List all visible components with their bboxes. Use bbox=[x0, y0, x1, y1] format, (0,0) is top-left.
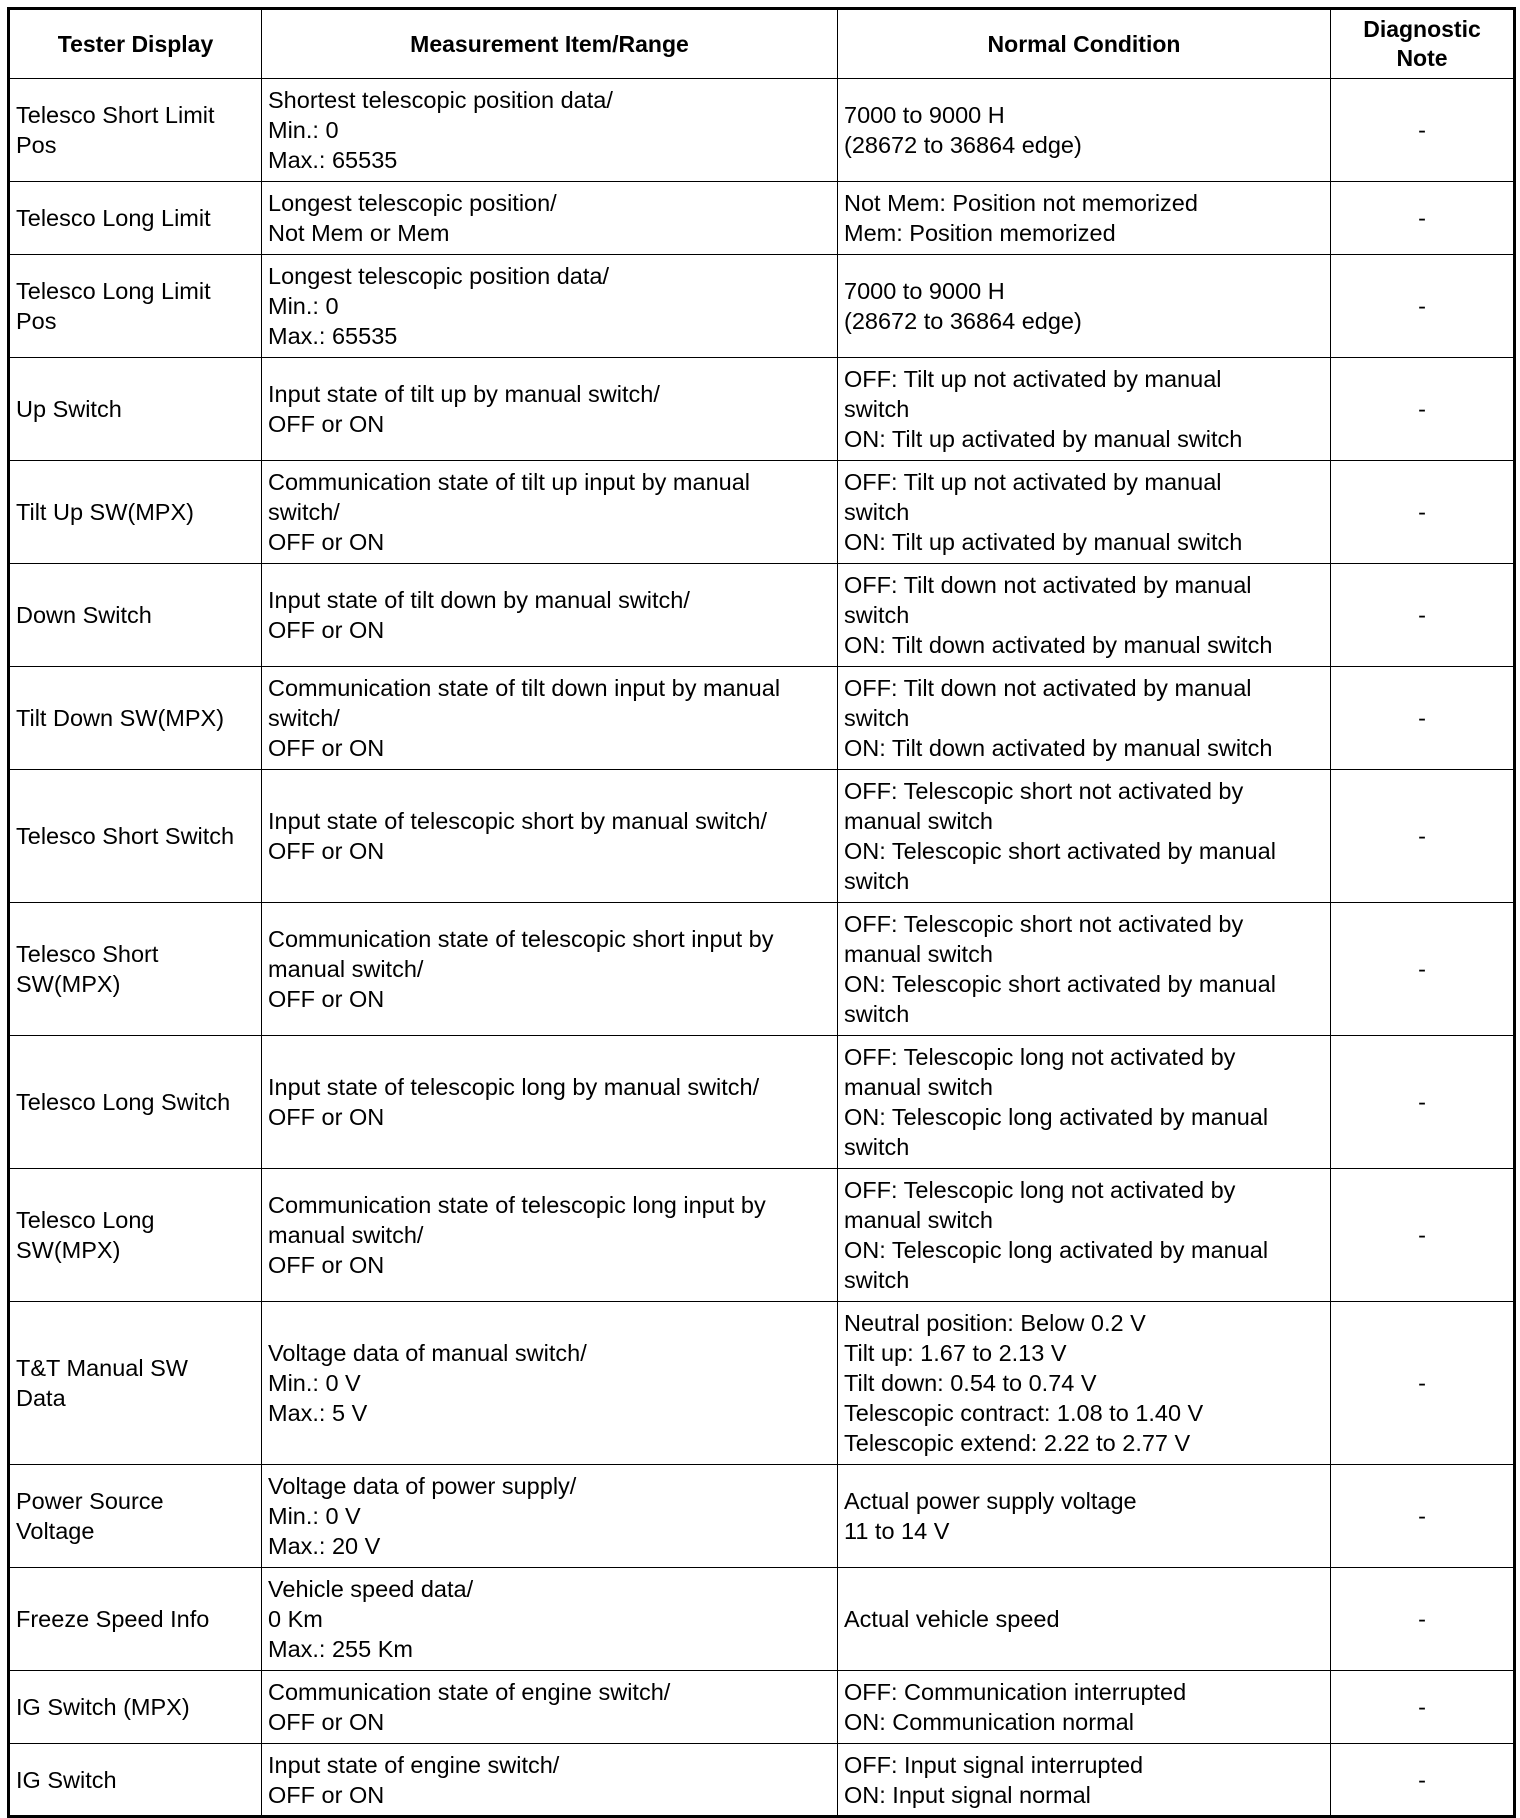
normal-condition-cell bbox=[838, 358, 1331, 461]
normal-condition-cell bbox=[838, 1302, 1331, 1465]
cell-line: Voltage bbox=[16, 1518, 95, 1544]
table-row bbox=[9, 564, 1515, 667]
cell-line: Tilt Up SW(MPX) bbox=[16, 499, 194, 525]
cell-line: SW(MPX) bbox=[16, 1237, 121, 1263]
cell-line: Neutral position: Below 0.2 V bbox=[844, 1310, 1146, 1336]
measurement-cell bbox=[262, 667, 838, 770]
cell-line: Telesco Long Limit bbox=[16, 278, 211, 304]
cell-line: switch/ bbox=[268, 499, 340, 525]
cell-line: Tilt up: 1.67 to 2.13 V bbox=[844, 1340, 1067, 1366]
cell-line: Tilt Down SW(MPX) bbox=[16, 705, 225, 731]
cell-line: OFF or ON bbox=[268, 735, 385, 761]
cell-line: switch bbox=[844, 1001, 910, 1027]
normal-condition-cell bbox=[838, 1036, 1331, 1169]
table-body bbox=[9, 79, 1515, 1817]
cell-line: Voltage data of manual switch/ bbox=[268, 1340, 587, 1366]
cell-line: OFF or ON bbox=[268, 411, 385, 437]
measurement-cell bbox=[262, 770, 838, 903]
table-row bbox=[9, 182, 1515, 255]
normal-condition-cell bbox=[838, 1744, 1331, 1817]
cell-line: Telesco Long Switch bbox=[16, 1089, 231, 1115]
tester-display-cell bbox=[9, 667, 262, 770]
cell-line: OFF or ON bbox=[268, 838, 385, 864]
tester-display-cell bbox=[9, 79, 262, 182]
cell-line: OFF: Telescopic short not activated by bbox=[844, 778, 1244, 804]
data-list-table bbox=[7, 7, 1516, 1818]
table-row bbox=[9, 1568, 1515, 1671]
normal-condition-cell bbox=[838, 667, 1331, 770]
cell-line: Longest telescopic position/ bbox=[268, 190, 557, 216]
cell-line: OFF or ON bbox=[268, 529, 385, 555]
cell-line: Telesco Long Limit bbox=[16, 205, 211, 231]
header-diagnostic-note bbox=[1331, 9, 1515, 79]
header-row bbox=[9, 9, 1515, 79]
cell-line: ON: Telescopic long activated by manual bbox=[844, 1237, 1269, 1263]
cell-line: 11 to 14 V bbox=[844, 1518, 950, 1544]
measurement-cell bbox=[262, 1465, 838, 1568]
cell-line: Max.: 20 V bbox=[268, 1533, 381, 1559]
cell-line: Longest telescopic position data/ bbox=[268, 263, 609, 289]
cell-line: Communication state of engine switch/ bbox=[268, 1679, 671, 1705]
measurement-cell bbox=[262, 1671, 838, 1744]
tester-display-cell bbox=[9, 903, 262, 1036]
table-row bbox=[9, 1169, 1515, 1302]
cell-line: OFF or ON bbox=[268, 1104, 385, 1130]
measurement-cell bbox=[262, 1169, 838, 1302]
cell-line: Voltage data of power supply/ bbox=[268, 1473, 577, 1499]
header-line: Note bbox=[1396, 45, 1448, 71]
cell-line: switch bbox=[844, 396, 910, 422]
cell-line: Input state of engine switch/ bbox=[268, 1751, 560, 1778]
cell-line: manual switch/ bbox=[268, 1222, 424, 1248]
cell-line: ON: Tilt down activated by manual switch bbox=[844, 632, 1273, 658]
cell-line: Max.: 255 Km bbox=[268, 1636, 413, 1662]
measurement-cell bbox=[262, 255, 838, 358]
cell-line: Actual vehicle speed bbox=[844, 1606, 1060, 1632]
table-row bbox=[9, 79, 1515, 182]
cell-line: Actual power supply voltage bbox=[844, 1488, 1137, 1514]
cell-line: 0 Km bbox=[268, 1606, 323, 1632]
measurement-cell bbox=[262, 79, 838, 182]
measurement-cell bbox=[262, 182, 838, 255]
cell-line: ON: Telescopic short activated by manual bbox=[844, 838, 1276, 864]
diagnostic-note-cell: - bbox=[1331, 1568, 1515, 1671]
diagnostic-note-cell: - bbox=[1331, 358, 1515, 461]
header-tester-display: Tester Display bbox=[9, 9, 262, 79]
diagnostic-note-cell: - bbox=[1331, 1169, 1515, 1302]
cell-line: ON: Tilt down activated by manual switch bbox=[844, 735, 1273, 761]
normal-condition-cell bbox=[838, 1568, 1331, 1671]
diagnostic-note-cell: - bbox=[1331, 1302, 1515, 1465]
cell-line: Vehicle speed data/ bbox=[268, 1576, 474, 1602]
cell-line: Communication state of tilt up input by manual bbox=[268, 469, 751, 495]
cell-line: manual switch bbox=[844, 808, 993, 834]
table-row bbox=[9, 770, 1515, 903]
table-row bbox=[9, 1671, 1515, 1744]
cell-line: switch/ bbox=[268, 705, 340, 731]
cell-line: Min.: 0 V bbox=[268, 1370, 361, 1396]
measurement-cell bbox=[262, 1744, 838, 1817]
cell-line: manual switch bbox=[844, 941, 993, 967]
table-row bbox=[9, 903, 1515, 1036]
cell-line: (28672 to 36864 edge) bbox=[844, 132, 1082, 158]
cell-line: OFF: Telescopic long not activated by bbox=[844, 1177, 1236, 1203]
cell-line: Tilt down: 0.54 to 0.74 V bbox=[844, 1370, 1097, 1396]
cell-line: OFF: Communication interrupted bbox=[844, 1679, 1187, 1705]
normal-condition-cell bbox=[838, 1671, 1331, 1744]
cell-line: switch bbox=[844, 1267, 910, 1293]
diagnostic-note-cell: - bbox=[1331, 79, 1515, 182]
cell-line: Min.: 0 V bbox=[268, 1503, 361, 1529]
measurement-cell bbox=[262, 1036, 838, 1169]
diagnostic-note-cell: - bbox=[1331, 1671, 1515, 1744]
normal-condition-cell bbox=[838, 770, 1331, 903]
diagnostic-note-cell: - bbox=[1331, 461, 1515, 564]
cell-line: OFF or ON bbox=[268, 1252, 385, 1278]
cell-line: Max.: 65535 bbox=[268, 147, 398, 173]
cell-line: OFF or ON bbox=[268, 986, 385, 1012]
cell-line: OFF: Tilt up not activated by manual bbox=[844, 469, 1222, 495]
cell-line: switch bbox=[844, 602, 910, 628]
tester-display-cell bbox=[9, 1036, 262, 1169]
diagnostic-note-cell: - bbox=[1331, 1036, 1515, 1169]
cell-line: Max.: 65535 bbox=[268, 323, 398, 349]
normal-condition-cell bbox=[838, 1465, 1331, 1568]
cell-line: Max.: 5 V bbox=[268, 1400, 368, 1426]
diagnostic-note-cell: - bbox=[1331, 564, 1515, 667]
normal-condition-cell bbox=[838, 564, 1331, 667]
tester-display-cell bbox=[9, 1465, 262, 1568]
table-row bbox=[9, 461, 1515, 564]
diagnostic-note-cell: - bbox=[1331, 1744, 1515, 1817]
cell-line: OFF or ON bbox=[268, 617, 385, 643]
tester-display-cell bbox=[9, 182, 262, 255]
cell-line: OFF: Tilt up not activated by manual bbox=[844, 366, 1222, 392]
cell-line: Shortest telescopic position data/ bbox=[268, 87, 613, 113]
cell-line: switch bbox=[844, 705, 910, 731]
table-row bbox=[9, 358, 1515, 461]
cell-line: Communication state of telescopic short input by bbox=[268, 926, 774, 952]
cell-line: manual switch/ bbox=[268, 956, 424, 982]
measurement-cell bbox=[262, 564, 838, 667]
cell-line: switch bbox=[844, 868, 910, 894]
tester-display-cell bbox=[9, 1169, 262, 1302]
cell-line: T&T Manual SW bbox=[16, 1355, 188, 1381]
tester-display-cell bbox=[9, 461, 262, 564]
cell-line: manual switch bbox=[844, 1074, 993, 1100]
tester-display-cell bbox=[9, 1568, 262, 1671]
cell-line: Data bbox=[16, 1385, 66, 1411]
measurement-cell bbox=[262, 358, 838, 461]
cell-line: Input state of telescopic short by manual switch/ bbox=[268, 808, 767, 834]
table-row bbox=[9, 667, 1515, 770]
cell-line: 7000 to 9000 H bbox=[844, 278, 1005, 304]
cell-line: Down Switch bbox=[16, 602, 152, 628]
cell-line: switch bbox=[844, 1134, 910, 1160]
cell-line: Input state of tilt up by manual switch/ bbox=[268, 381, 660, 407]
normal-condition-cell bbox=[838, 79, 1331, 182]
tester-display-cell bbox=[9, 1302, 262, 1465]
normal-condition-cell bbox=[838, 255, 1331, 358]
measurement-cell bbox=[262, 903, 838, 1036]
cell-line: Telescopic contract: 1.08 to 1.40 V bbox=[844, 1400, 1204, 1426]
cell-line: (28672 to 36864 edge) bbox=[844, 308, 1082, 334]
cell-line: Not Mem or Mem bbox=[268, 220, 450, 246]
cell-line: ON: Telescopic long activated by manual bbox=[844, 1104, 1269, 1130]
table-row bbox=[9, 1302, 1515, 1465]
cell-line: Telesco Short Limit bbox=[16, 102, 215, 128]
cell-line: Communication state of tilt down input by manual bbox=[268, 675, 781, 701]
cell-line: Min.: 0 bbox=[268, 117, 339, 143]
tester-display-cell bbox=[9, 255, 262, 358]
cell-line: IG Switch (MPX) bbox=[16, 1694, 190, 1720]
table-row bbox=[9, 1744, 1515, 1817]
cell-line: OFF or ON bbox=[268, 1781, 385, 1808]
measurement-cell bbox=[262, 461, 838, 564]
cell-line: OFF: Tilt down not activated by manual bbox=[844, 675, 1252, 701]
cell-line: Not Mem: Position not memorized bbox=[844, 190, 1198, 216]
cell-line: Input state of telescopic long by manual switch/ bbox=[268, 1074, 760, 1100]
diagnostic-note-cell: - bbox=[1331, 255, 1515, 358]
cell-line: switch bbox=[844, 499, 910, 525]
cell-line: IG Switch bbox=[16, 1766, 117, 1793]
cell-line: Freeze Speed Info bbox=[16, 1606, 210, 1632]
cell-line: Power Source bbox=[16, 1488, 164, 1514]
cell-line: ON: Communication normal bbox=[844, 1709, 1134, 1735]
cell-line: OFF: Tilt down not activated by manual bbox=[844, 572, 1252, 598]
cell-line: manual switch bbox=[844, 1207, 993, 1233]
tester-display-cell bbox=[9, 1744, 262, 1817]
diagnostic-note-cell: - bbox=[1331, 903, 1515, 1036]
header-line: Diagnostic bbox=[1363, 16, 1481, 42]
diagnostic-note-cell: - bbox=[1331, 1465, 1515, 1568]
cell-line: ON: Input signal normal bbox=[844, 1781, 1091, 1808]
tester-display-cell bbox=[9, 770, 262, 903]
cell-line: OFF or ON bbox=[268, 1709, 385, 1735]
cell-line: Input state of tilt down by manual switch/ bbox=[268, 587, 690, 613]
cell-line: Mem: Position memorized bbox=[844, 220, 1116, 246]
cell-line: OFF: Input signal interrupted bbox=[844, 1751, 1144, 1778]
tester-display-cell bbox=[9, 1671, 262, 1744]
table-row bbox=[9, 1465, 1515, 1568]
header-normal-condition: Normal Condition bbox=[838, 9, 1331, 79]
cell-line: Telescopic extend: 2.22 to 2.77 V bbox=[844, 1430, 1191, 1456]
normal-condition-cell bbox=[838, 182, 1331, 255]
measurement-cell bbox=[262, 1302, 838, 1465]
cell-line: 7000 to 9000 H bbox=[844, 102, 1005, 128]
cell-line: Telesco Long bbox=[16, 1207, 155, 1233]
normal-condition-cell bbox=[838, 1169, 1331, 1302]
table-row bbox=[9, 255, 1515, 358]
tester-display-cell bbox=[9, 358, 262, 461]
header-measurement-item-range: Measurement Item/Range bbox=[262, 9, 838, 79]
diagnostic-note-cell: - bbox=[1331, 182, 1515, 255]
measurement-cell bbox=[262, 1568, 838, 1671]
tester-display-cell bbox=[9, 564, 262, 667]
cell-line: ON: Telescopic short activated by manual bbox=[844, 971, 1276, 997]
normal-condition-cell bbox=[838, 461, 1331, 564]
diagnostic-note-cell: - bbox=[1331, 667, 1515, 770]
cell-line: Communication state of telescopic long input by bbox=[268, 1192, 766, 1218]
table-row bbox=[9, 1036, 1515, 1169]
cell-line: Telesco Short bbox=[16, 941, 159, 967]
diagnostic-note-cell: - bbox=[1331, 770, 1515, 903]
normal-condition-cell bbox=[838, 903, 1331, 1036]
cell-line: Up Switch bbox=[16, 396, 122, 422]
cell-line: Pos bbox=[16, 308, 57, 334]
cell-line: Min.: 0 bbox=[268, 293, 339, 319]
cell-line: SW(MPX) bbox=[16, 971, 121, 997]
cell-line: OFF: Telescopic long not activated by bbox=[844, 1044, 1236, 1070]
cell-line: Pos bbox=[16, 132, 57, 158]
cell-line: OFF: Telescopic short not activated by bbox=[844, 911, 1244, 937]
cell-line: Telesco Short Switch bbox=[16, 823, 235, 849]
cell-line: ON: Tilt up activated by manual switch bbox=[844, 426, 1243, 452]
cell-line: ON: Tilt up activated by manual switch bbox=[844, 529, 1243, 555]
